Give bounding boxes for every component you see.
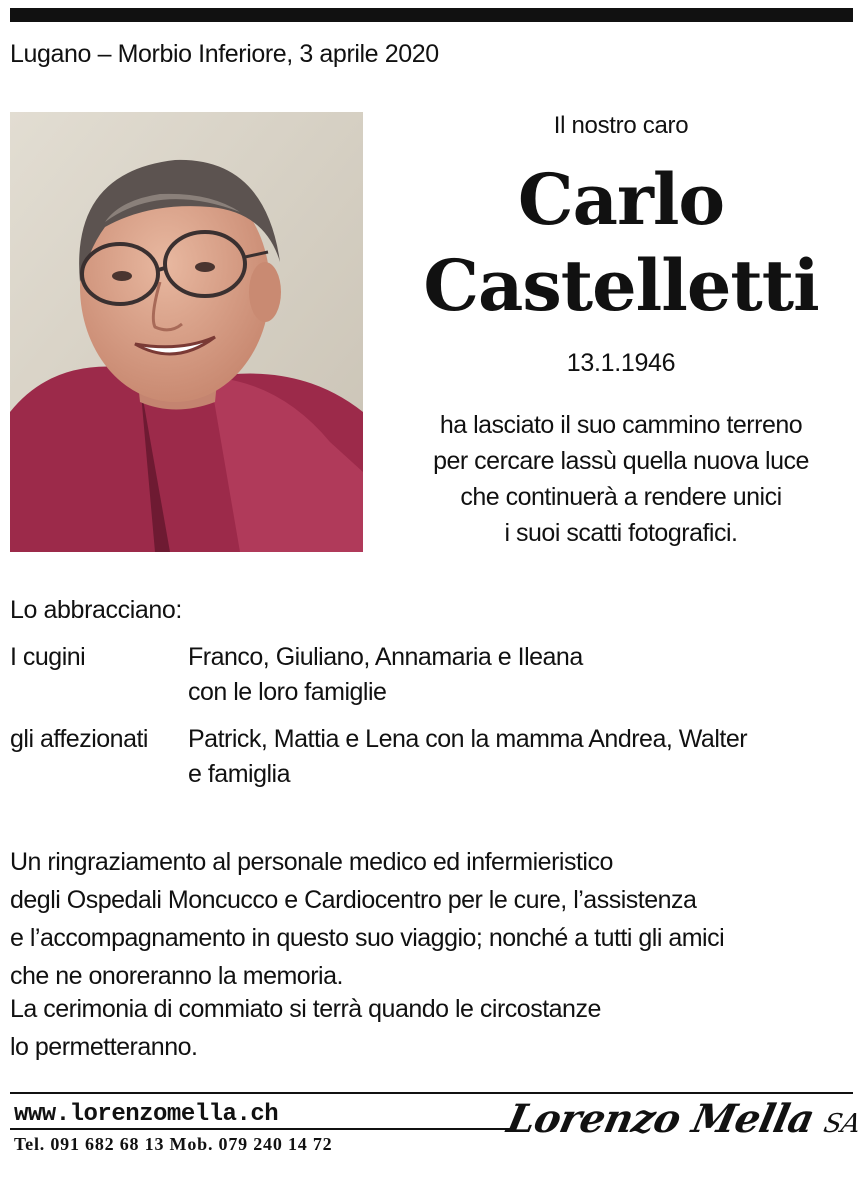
logo-suffix: SA <box>821 1109 864 1139</box>
mourner-label: gli affezionati <box>10 725 148 753</box>
thanks-line: che ne onoreranno la memoria. <box>10 962 343 990</box>
message-line: i suoi scatti fotografici. <box>504 519 738 547</box>
message-line: che continuerà a rendere unici <box>460 483 782 511</box>
mourners-heading: Lo abbracciano: <box>10 596 182 624</box>
mourner-names-line: con le loro famiglie <box>188 678 387 706</box>
message-line: per cercare lassù quella nuova luce <box>433 447 809 475</box>
ceremony-line: lo permetteranno. <box>10 1033 198 1061</box>
thanks-paragraph <box>10 843 850 995</box>
mourner-names <box>188 722 850 792</box>
mourner-names-line: e famiglia <box>188 760 290 788</box>
phone-numbers: Tel. 091 682 68 13 Mob. 079 240 14 72 <box>14 1134 333 1154</box>
logo-name: Lorenzo Mella <box>503 1096 819 1142</box>
top-rule <box>10 8 853 22</box>
announcement <box>396 112 846 551</box>
ceremony-line: La cerimonia di commiato si terrà quando le circostanze <box>10 995 601 1023</box>
mourner-names-line: Patrick, Mattia e Lena con la mamma Andrea, Walter <box>188 725 748 753</box>
deceased-name <box>396 157 846 329</box>
mourner-names <box>188 640 850 710</box>
last-name: Castelletti <box>423 244 819 327</box>
thanks-line: e l’accompagnamento in questo suo viaggio; nonché a tutti gli amici <box>10 924 725 952</box>
portrait-photo <box>10 112 363 552</box>
memorial-message <box>396 407 846 551</box>
mourners-list <box>10 640 850 804</box>
footer-rule <box>10 1092 853 1094</box>
thanks-line: Un ringraziamento al personale medico ed infermieristico <box>10 848 613 876</box>
mourner-label: I cugini <box>10 643 86 671</box>
company-logo <box>503 1096 864 1142</box>
mourner-row <box>10 640 850 710</box>
birth-date: 13.1.1946 <box>566 349 676 377</box>
mourner-names-line: Franco, Giuliano, Annamaria e Ileana <box>188 643 583 671</box>
website-link[interactable]: www.lorenzomella.ch <box>14 1101 279 1128</box>
place-date: Lugano – Morbio Inferiore, 3 aprile 2020 <box>10 40 439 68</box>
mourner-row <box>10 722 850 792</box>
intro-text: Il nostro caro <box>553 112 689 139</box>
first-name: Carlo <box>517 158 725 241</box>
ceremony-paragraph <box>10 990 850 1066</box>
message-line: ha lasciato il suo cammino terreno <box>439 411 803 439</box>
thanks-line: degli Ospedali Moncucco e Cardiocentro per le cure, l’assistenza <box>10 886 697 914</box>
portrait-photo-icon <box>10 112 363 552</box>
website-underline <box>10 1128 512 1130</box>
